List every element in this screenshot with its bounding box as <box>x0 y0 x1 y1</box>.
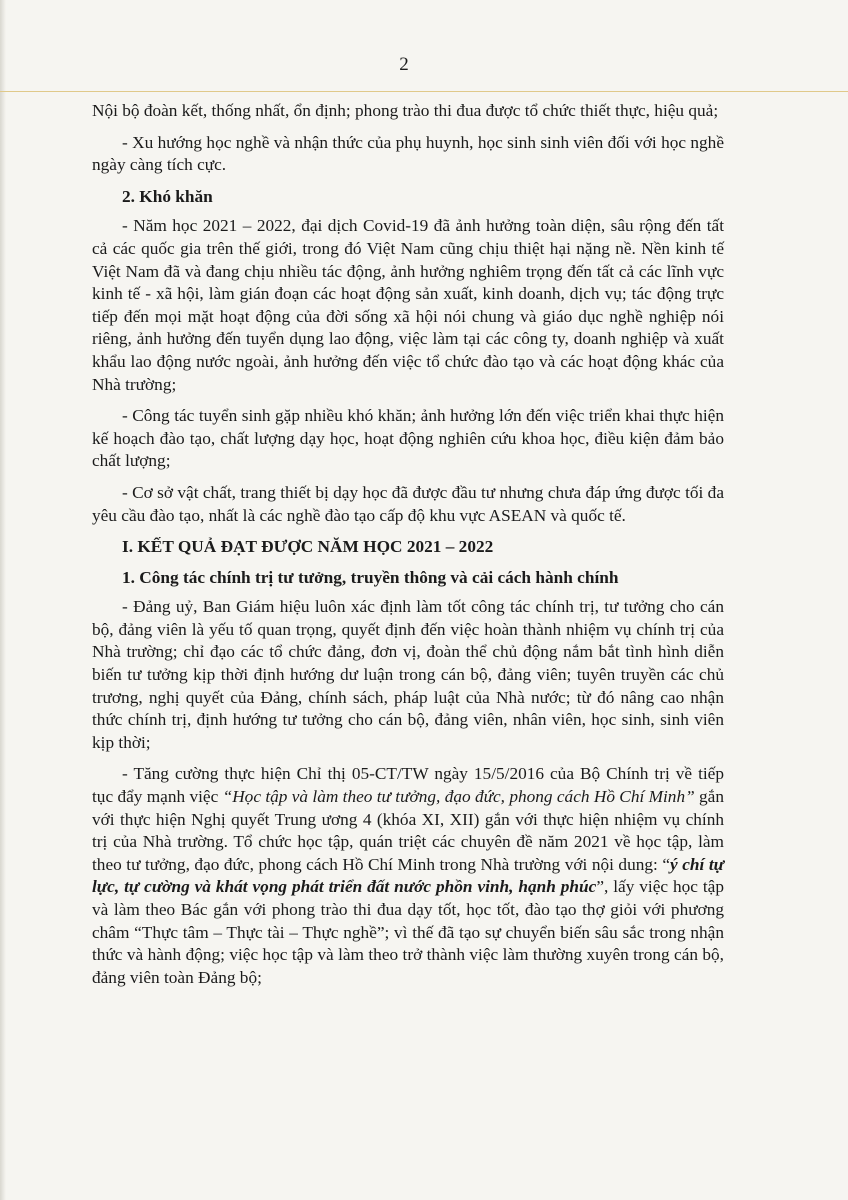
italic-quote: “Học tập và làm theo tư tưởng, đạo đức, phong cách Hồ Chí Minh” <box>222 787 695 807</box>
paragraph: - Xu hướng học nghề và nhận thức của phụ huynh, học sinh sinh viên đối với học nghề ngày càng tích cực. <box>92 132 724 175</box>
subsection-heading: 1. Công tác chính trị tư tưởng, truyền thông và cải cách hành chính <box>122 567 619 587</box>
paragraph: Nội bộ đoàn kết, thống nhất, ổn định; phong trào thi đua được tổ chức thiết thực, hiệu quả; <box>92 101 719 120</box>
paragraph: - Công tác tuyển sinh gặp nhiều khó khăn; ảnh hưởng lớn đến việc triển khai thực hiện kế hoạch đào tạo, chất lượng dạy học, hoạt động nghiên cứu khoa học, điều kiện đảm bảo chất lượng; <box>92 406 724 471</box>
paragraph: - Năm học 2021 – 2022, đại dịch Covid-19 đã ảnh hưởng toàn diện, sâu rộng đến tất cả các quốc gia trên thế giới, trong đó Việt Nam cũng chịu thiệt hại nặng nề. Nền kinh tế Việt Nam đã và đang chịu nhiều tác động, ảnh hưởng nghiêm trọng đến tất cả các lĩnh vực kinh tế - xã hội, làm gián đoạn các hoạt động sản xuất, kinh doanh, dịch vụ; tác động trực tiếp đến mọi mặt hoạt động của đời sống xã hội nói chung và giáo dục nghề nghiệp nói riêng, ảnh hưởng đến tuyển dụng lao động, việc làm tại các công ty, doanh nghiệp và xuất khẩu lao động nước ngoài, ảnh hưởng đến việc tổ chức đào tạo và các hoạt động khác của Nhà trường; <box>92 216 724 394</box>
page-number: 2 <box>399 54 409 75</box>
text-run: ”, lấy việc học tập và làm theo Bác gắn với phong trào thi đua dạy tốt, học tốt, đào tạo thợ giỏi với phương châm “Thực tâm – Thực tài – Thực nghề”; vì thế đã tạo sự chuyển biến sâu sắc trong nhận thức và hành động; việc học tập và làm theo trở thành việc làm thường xuyên trong cán bộ, đảng viên toàn Đảng bộ; <box>92 877 724 987</box>
paragraph: - Đảng uỷ, Ban Giám hiệu luôn xác định làm tốt công tác chính trị, tư tưởng cho cán bộ, đảng viên là yếu tố quan trọng, quyết định đến việc hoàn thành nhiệm vụ chính trị của Nhà trường; chỉ đạo các tổ chức đảng, đơn vị, đoàn thể chủ động nắm bắt tình hình diễn biến tư tưởng kịp thời định hướng dư luận trong cán bộ, đảng viên; tuyên truyền các chủ trương, nghị quyết của Đảng, chính sách, pháp luật của Nhà nước; từ đó nâng cao nhận thức chính trị, định hướng tư tưởng cho cán bộ, đảng viên, nhân viên, học sinh, sinh viên kịp thời; <box>92 597 724 752</box>
bold-italic-quote: ý chí tự lực, tự cường và khát vọng phát triển đất nước phồn vinh, hạnh phúc <box>92 854 724 897</box>
paragraph: - Cơ sở vật chất, trang thiết bị dạy học đã được đầu tư nhưng chưa đáp ứng được tối đa yêu cầu đào tạo, nhất là các nghề đào tạo cấp độ khu vực ASEAN và quốc tế. <box>92 482 724 525</box>
scan-artifact-line <box>0 91 848 92</box>
text-run: gắn với thực hiện Nghị quyết Trung ương 4 (khóa XI, XII) gắn với thực hiện nhiệm vụ chính trị của Nhà trường. Tổ chức học tập, quán triệt các chuyên đề năm 2021 về học tập, làm theo tư tưởng, đạo đức, phong cách Hồ Chí Minh trong Nhà trường với nội dung: “ <box>92 787 724 874</box>
text-run: - Tăng cường thực hiện Chỉ thị 05-CT/TW ngày 15/5/2016 của Bộ Chính trị về tiếp tục đẩy mạnh việc <box>92 764 724 807</box>
document-body <box>92 100 724 998</box>
paragraph-directive <box>92 763 724 989</box>
section-heading: I. KẾT QUẢ ĐẠT ĐƯỢC NĂM HỌC 2021 – 2022 <box>122 537 494 557</box>
heading-difficulties: 2. Khó khăn <box>122 186 213 206</box>
scan-edge <box>0 0 6 1200</box>
